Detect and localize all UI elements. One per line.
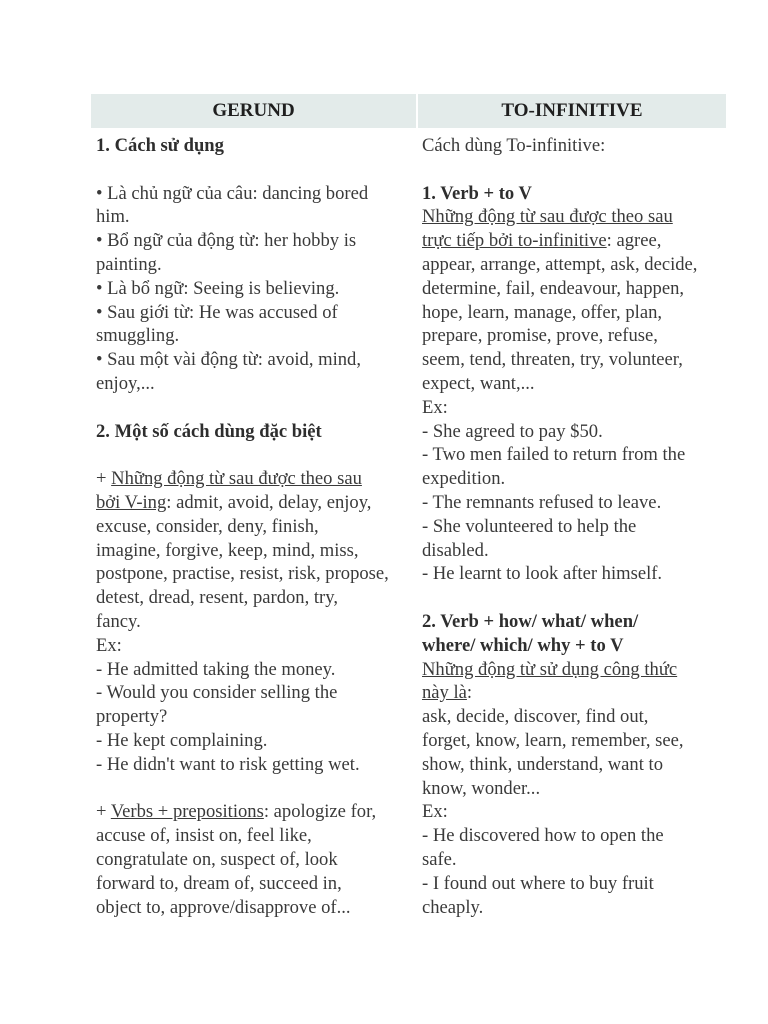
plus-prefix: +: [96, 468, 112, 490]
gerund-bullet: • Là chủ ngữ của câu: dancing bored: [96, 182, 369, 204]
example-line: - He admitted taking the money.: [96, 658, 336, 680]
underlined-term: Những động từ sau được theo sau: [422, 206, 673, 228]
example-line: - She volunteered to help the: [422, 515, 637, 537]
plus-prefix: +: [96, 801, 111, 823]
to-infinitive-column: [417, 128, 726, 919]
gerund-section1-title: 1. Cách sử dụng: [96, 135, 224, 156]
example-label: Ex:: [422, 396, 448, 418]
spacer: [96, 158, 411, 182]
prep-list-text: object to, approve/disapprove of...: [96, 896, 351, 918]
underlined-term: Những động từ sau được theo sau: [111, 468, 362, 490]
infinitive-intro: Cách dùng To-infinitive:: [422, 135, 606, 156]
example-line: expedition.: [422, 468, 506, 490]
verb-list-text: determine, fail, endeavour, happen,: [422, 277, 685, 299]
gerund-bullet: • Sau một vài động từ: avoid, mind,: [96, 349, 362, 371]
infinitive-verbs-line: [422, 229, 726, 253]
gerund-verbs-line: [96, 491, 411, 515]
example-line: - He didn't want to risk getting wet.: [96, 753, 360, 775]
formula-line: [422, 681, 726, 705]
verb-list-text: detest, dread, resent, pardon, try,: [96, 587, 338, 609]
verb-list-text: postpone, practise, resist, risk, propose,: [96, 563, 389, 585]
gerund-bullet-cont: painting.: [96, 253, 162, 275]
underlined-term: bởi V-ing: [96, 491, 167, 513]
example-line: - Would you consider selling the: [96, 682, 338, 704]
verb-list-text: : admit, avoid, delay, enjoy,: [166, 491, 372, 513]
formula-list-text: ask, decide, discover, find out,: [422, 706, 649, 728]
gerund-bullet: • Là bổ ngữ: Seeing is believing.: [96, 277, 340, 299]
example-label: Ex:: [422, 801, 448, 823]
formula-list-text: show, think, understand, want to: [422, 753, 664, 775]
gerund-bullet-cont: smuggling.: [96, 325, 180, 347]
spacer: [422, 586, 726, 610]
underlined-term: trực tiếp bởi to-infinitive: [422, 230, 607, 252]
infinitive-verbs-line: [422, 205, 726, 229]
comparison-table: [91, 94, 726, 919]
gerund-bullet: • Sau giới từ: He was accused of: [96, 301, 338, 323]
infinitive-section2-title: 2. Verb + how/ what/ when/: [422, 610, 639, 632]
gerund-section2-title: 2. Một số cách dùng đặc biệt: [96, 420, 322, 442]
gerund-header: GERUND: [91, 94, 417, 128]
verb-list-text: : agree,: [606, 230, 662, 252]
formula-line: [422, 658, 726, 682]
example-label: Ex:: [96, 634, 122, 656]
verb-list-text: hope, learn, manage, offer, plan,: [422, 301, 663, 323]
to-infinitive-header: TO-INFINITIVE: [417, 94, 726, 128]
example-line: - He discovered how to open the: [422, 825, 664, 847]
prep-list-text: congratulate on, suspect of, look: [96, 848, 338, 870]
example-line: - I found out where to buy fruit: [422, 872, 654, 894]
gerund-prep-line: [96, 800, 411, 824]
document-page: [91, 94, 724, 919]
spacer: [96, 777, 411, 801]
gerund-bullet-cont: enjoy,...: [96, 372, 155, 394]
gerund-column: [91, 128, 417, 919]
underlined-term: này là: [422, 682, 467, 704]
example-line: disabled.: [422, 539, 489, 561]
prep-list-text: : apologize for,: [263, 801, 377, 823]
verb-list-text: fancy.: [96, 610, 141, 632]
example-line: safe.: [422, 848, 457, 870]
colon: :: [466, 682, 473, 704]
spacer: [96, 443, 411, 467]
verb-list-text: imagine, forgive, keep, mind, miss,: [96, 539, 359, 561]
formula-list-text: forget, know, learn, remember, see,: [422, 729, 684, 751]
underlined-term: Những động từ sử dụng công thức: [422, 658, 678, 680]
verb-list-text: seem, tend, threaten, try, volunteer,: [422, 349, 683, 371]
infinitive-section1-title: 1. Verb + to V: [422, 182, 532, 204]
example-line: property?: [96, 706, 168, 728]
example-line: - He kept complaining.: [96, 729, 268, 751]
prep-list-text: forward to, dream of, succeed in,: [96, 872, 342, 894]
example-line: cheaply.: [422, 896, 484, 918]
verb-list-text: appear, arrange, attempt, ask, decide,: [422, 253, 698, 275]
gerund-bullet-cont: him.: [96, 206, 130, 228]
spacer: [422, 158, 726, 182]
verb-list-text: expect, want,...: [422, 372, 535, 394]
infinitive-section2-title-cont: where/ which/ why + to V: [422, 634, 624, 656]
formula-list-text: know, wonder...: [422, 777, 541, 799]
example-line: - She agreed to pay $50.: [422, 420, 603, 442]
gerund-bullet: • Bổ ngữ của động từ: her hobby is: [96, 230, 357, 252]
verb-list-text: excuse, consider, deny, finish,: [96, 515, 319, 537]
example-line: - The remnants refused to leave.: [422, 491, 662, 513]
table-body-row: [91, 128, 726, 919]
table-header-row: [91, 94, 726, 128]
verb-list-text: prepare, promise, prove, refuse,: [422, 325, 658, 347]
example-line: - He learnt to look after himself.: [422, 563, 663, 585]
spacer: [96, 396, 411, 420]
example-line: - Two men failed to return from the: [422, 444, 686, 466]
gerund-verbs-line: [96, 467, 411, 491]
prep-list-text: accuse of, insist on, feel like,: [96, 825, 312, 847]
underlined-term: Verbs + prepositions: [110, 801, 264, 823]
